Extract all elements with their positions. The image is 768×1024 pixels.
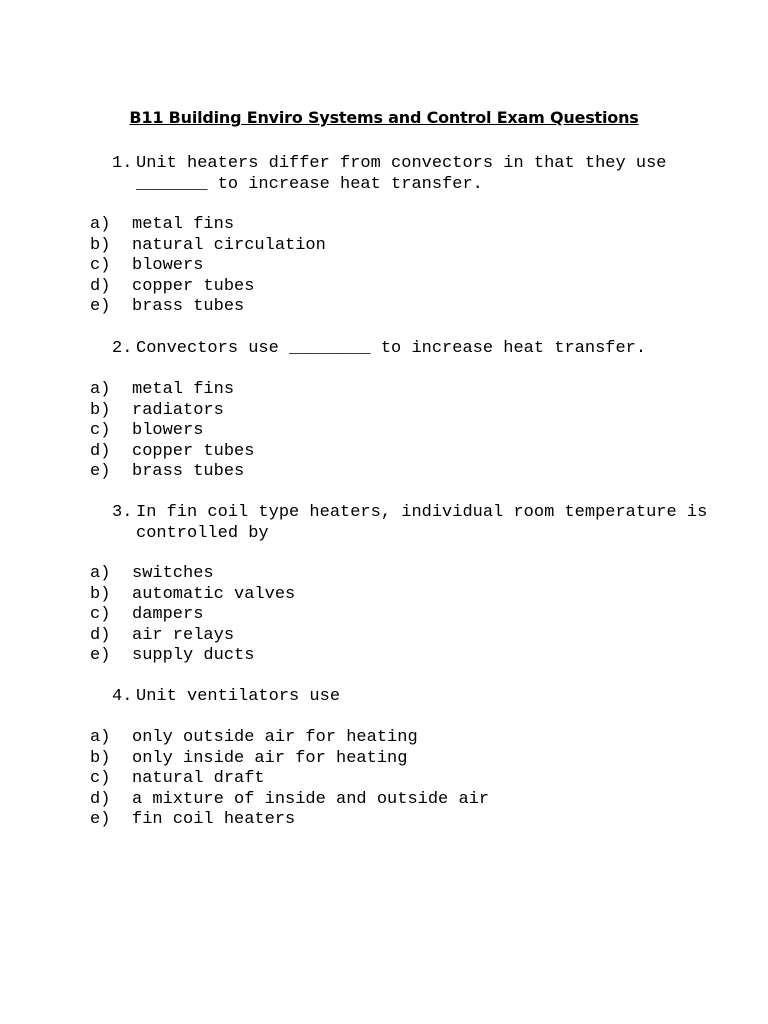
option-item [90,605,650,626]
option-text: fin coil heaters [132,810,296,829]
option-text: natural draft [132,769,265,788]
option-letter: b) [90,235,111,255]
option-letter: c) [90,256,111,275]
option-text: brass tubes [132,462,245,481]
option-text: only outside air for heating [132,728,418,747]
option-letter: e) [90,810,111,829]
option-letter: b) [90,584,111,604]
option-letter: d) [90,276,111,296]
option-item [90,790,650,811]
option-item [90,769,650,790]
question-text: Unit ventilators use [136,687,341,706]
option-letter: a) [90,728,111,747]
options-list-2 [90,380,650,483]
option-text: natural circulation [132,235,326,255]
option-item [90,277,650,298]
option-letter: a) [90,215,111,234]
question-number: 4. [112,687,133,706]
options-list-3 [90,564,650,667]
question-text: Unit heaters differ from convectors in that they use _______ to increase heat transfer. [136,154,677,194]
question-4 [112,687,732,708]
option-letter: c) [90,769,111,788]
option-text: a mixture of inside and outside air [132,789,490,809]
option-letter: b) [90,748,111,768]
option-item [90,728,650,749]
option-item [90,810,650,831]
option-letter: a) [90,380,111,399]
option-text: radiators [132,400,224,420]
option-item [90,401,650,422]
option-item [90,646,650,667]
option-item [90,236,650,257]
options-list-1 [90,215,650,318]
option-text: copper tubes [132,276,255,296]
option-item [90,626,650,647]
question-number: 1. [112,154,133,173]
option-text: copper tubes [132,441,255,461]
option-letter: e) [90,462,111,481]
option-item [90,256,650,277]
option-letter: c) [90,605,111,624]
option-letter: d) [90,789,111,809]
option-letter: e) [90,646,111,665]
option-text: only inside air for heating [132,748,408,768]
question-number: 2. [112,339,133,358]
option-letter: e) [90,297,111,316]
option-item [90,421,650,442]
option-item [90,749,650,770]
option-text: blowers [132,256,204,275]
option-item [90,442,650,463]
option-letter: d) [90,625,111,645]
question-text: In fin coil type heaters, individual room temperature is controlled by [136,503,718,543]
option-letter: b) [90,400,111,420]
option-text: supply ducts [132,646,255,665]
option-text: dampers [132,605,204,624]
option-item [90,564,650,585]
option-item [90,297,650,318]
option-item [90,585,650,606]
option-text: automatic valves [132,584,296,604]
question-3 [112,503,732,544]
option-text: air relays [132,625,235,645]
question-number: 3. [112,503,133,522]
question-text: Convectors use ________ to increase heat transfer. [136,339,647,358]
option-item [90,215,650,236]
options-list-4 [90,728,650,831]
option-letter: c) [90,421,111,440]
option-letter: a) [90,564,111,583]
option-item [90,462,650,483]
option-letter: d) [90,441,111,461]
page-title: B11 Building Enviro Systems and Control Exam Questions [129,108,639,127]
option-text: metal fins [132,380,235,399]
question-1 [112,154,732,195]
option-text: metal fins [132,215,235,234]
option-item [90,380,650,401]
option-text: blowers [132,421,204,440]
option-text: switches [132,564,214,583]
question-2 [112,339,732,360]
option-text: brass tubes [132,297,245,316]
